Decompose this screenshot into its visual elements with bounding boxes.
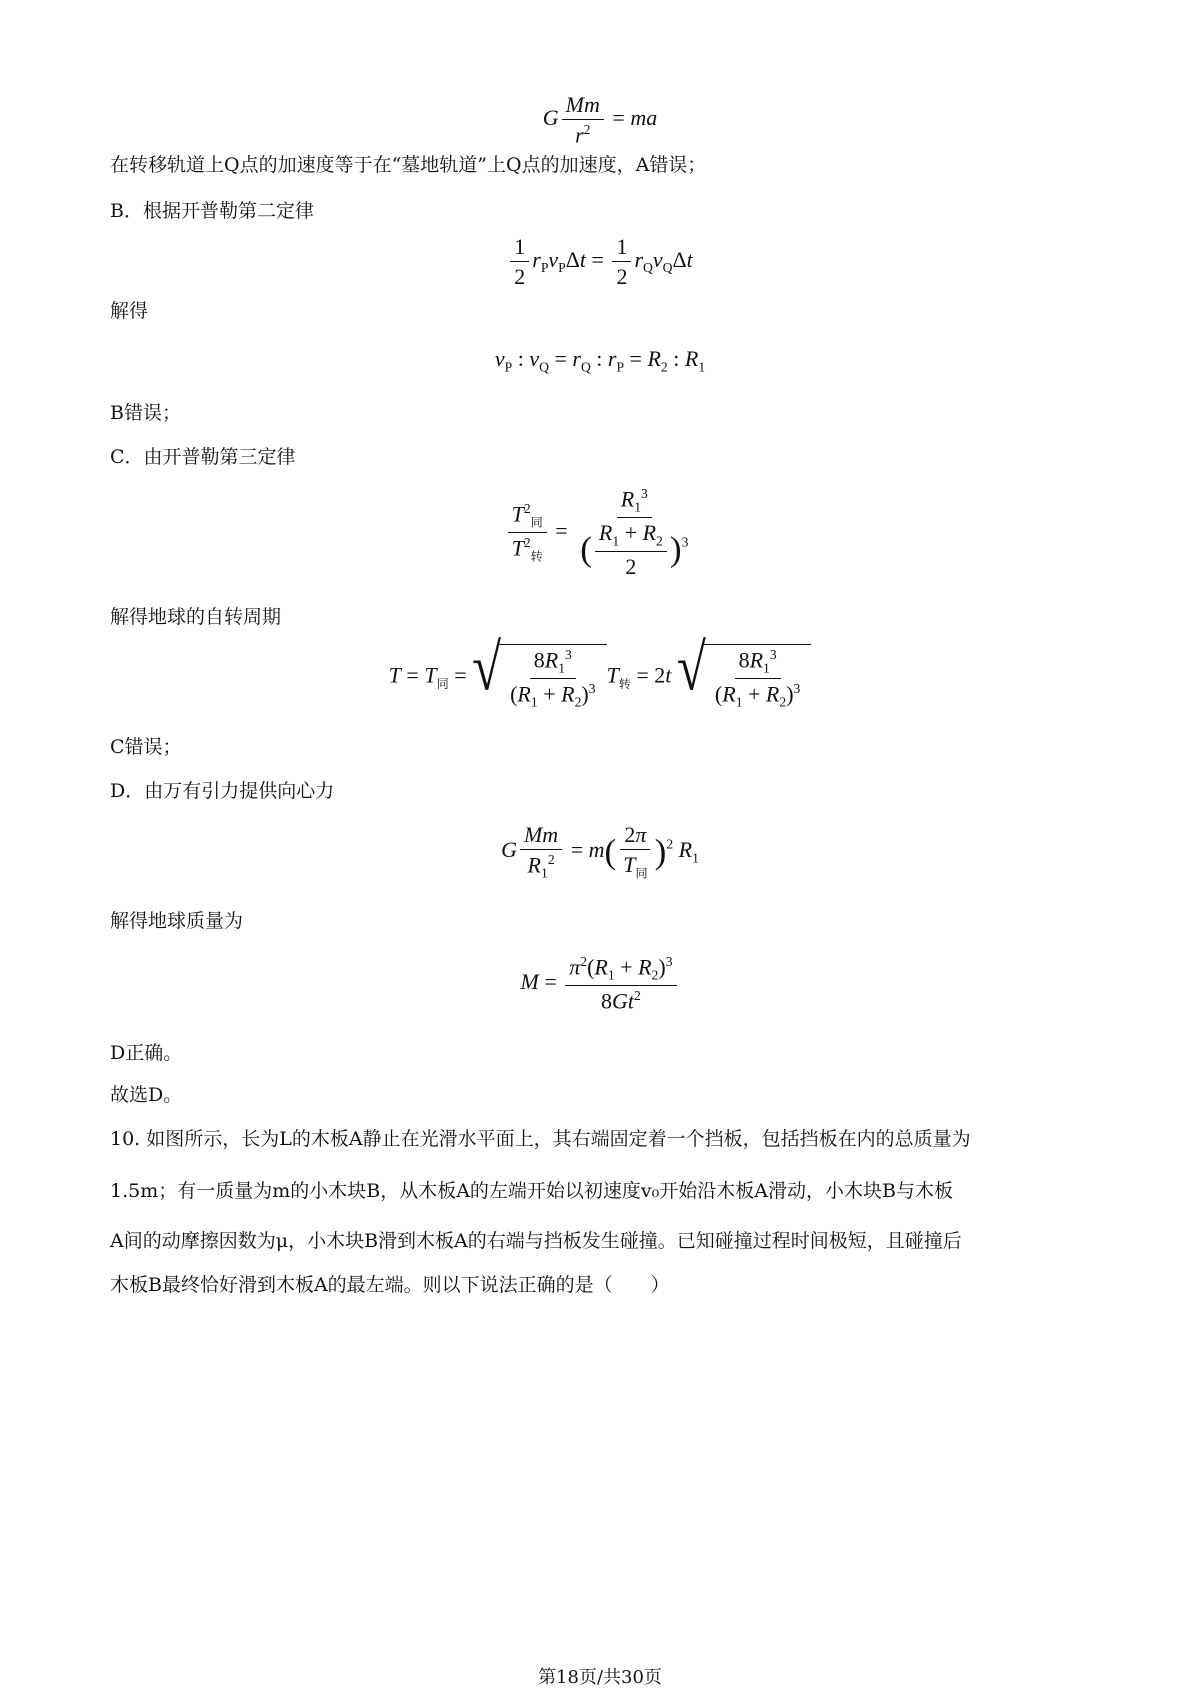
text-line-3: 解得: [110, 300, 149, 322]
text-line-5: C．由开普勒第三定律: [110, 446, 296, 468]
text-line-11: 故选D。: [110, 1084, 183, 1106]
subscript-tong: 同: [530, 515, 543, 530]
page-footer: 第18页/共30页: [538, 1667, 662, 1688]
equation-centripetal-force: G $\frac{Mm}{R_1^2}$ = m( $\frac{2\pi}{T_同}$ )$^2$ $R_1$: [501, 822, 699, 882]
question-10-line-3: A间的动摩擦因数为μ，小木块B滑到木板A的右端与挡板发生碰撞。已知碰撞过程时间极短，且碰撞后: [110, 1230, 962, 1252]
text-line-1: 在转移轨道上Q点的加速度等于在“墓地轨道”上Q点的加速度，A错误；: [110, 154, 707, 176]
text-line-4: B错误；: [110, 402, 181, 424]
text-line-8: D．由万有引力提供向心力: [110, 780, 335, 802]
question-10-line-4: 木板B最终恰好滑到木板A的最左端。则以下说法正确的是（ ）: [110, 1274, 670, 1296]
equation-earth-mass: M = $\frac{\pi^2(R_1 + R_2)^3}{8Gt^2}$: [0, 954, 1200, 1014]
subscript-tong-3: 同: [635, 866, 648, 881]
text-line-7: C错误；: [110, 736, 182, 758]
equation-kepler-third-law: $\frac{T^2_同}{T^2_转}$ = $R_1^3$ ( $\frac{R_1 + R_2}{2}$ )$^3$: [0, 486, 1200, 580]
subscript-tong-2: 同: [436, 676, 449, 691]
equation-rotation-period: $T = T_同$ = √ $\frac{8R_1^3}{(R_1 + R_2)^3}$ $T_转 = 2t$ √ $\frac{8R_1^3}{(R_1 + R_2)^3}$: [0, 644, 1200, 711]
text-line-9: 解得地球质量为: [110, 910, 244, 932]
question-10-line-1: 10. 如图所示，长为L的木板A静止在光滑水平面上，其右端固定着一个挡板，包括挡板在内的总质量为: [110, 1128, 971, 1150]
equation-velocity-ratio: $v_P$ : $v_Q = r_Q$ : $r_P = R_2$ : $R_1$: [494, 346, 706, 375]
subscript-zhuan-2: 转: [618, 676, 631, 691]
subscript-zhuan: 转: [530, 550, 543, 565]
equation-kepler-second-law: $\frac{1}{2}$ $r_Pv_P\Delta t$ = $\frac{1}{2}$ $r_Qv_Q\Delta t$: [0, 234, 1200, 290]
text-line-2: B．根据开普勒第二定律: [110, 200, 314, 222]
question-10-line-2: 1.5m；有一质量为m的小木块B，从木板A的左端开始以初速度v₀开始沿木板A滑动，小木块B与木板: [110, 1180, 953, 1202]
equation-gravity-acceleration: G $\frac{Mm}{r^2}$ = ma: [542, 92, 658, 148]
text-line-10: D正确。: [110, 1042, 183, 1064]
text-line-6: 解得地球的自转周期: [110, 606, 282, 628]
